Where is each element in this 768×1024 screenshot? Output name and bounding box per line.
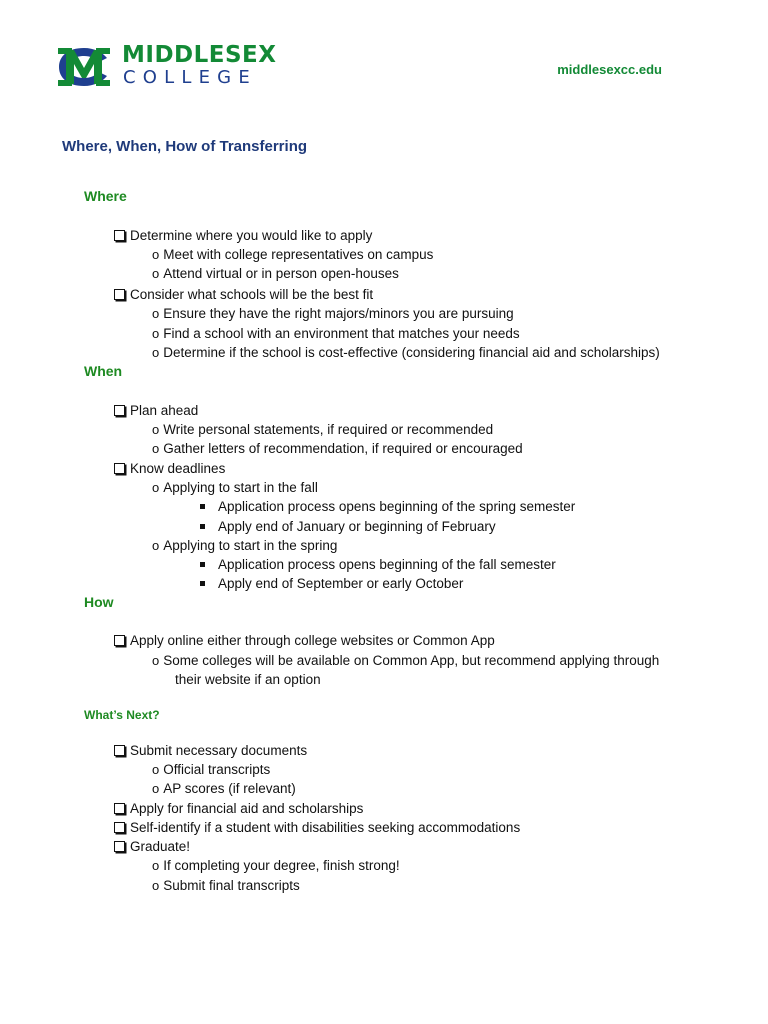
checklist-item: Plan ahead [114,402,198,419]
heading-whats-next: What’s Next? [84,708,160,722]
checklist-item: Graduate! [114,838,190,855]
list-item: o Applying to start in the fall [152,480,318,495]
checkbox-icon [114,289,125,300]
checkbox-icon [114,745,125,756]
list-item: o Official transcripts [152,762,271,777]
circle-bullet-icon: o [152,858,160,873]
checklist-item: Know deadlines [114,460,225,477]
college-logo[interactable] [56,42,276,92]
circle-bullet-icon: o [152,781,160,796]
list-item: o Some colleges will be available on Common App, but recommend applying through [152,653,660,668]
checkbox-icon [114,635,125,646]
circle-bullet-icon: o [152,345,160,360]
checkbox-icon [114,405,125,416]
list-item: Application process opens beginning of the spring semester [200,498,575,515]
checklist-item: Consider what schools will be the best fit [114,286,373,303]
mc-logo-icon [56,44,112,90]
list-item: o Gather letters of recommendation, if required or encouraged [152,441,523,456]
circle-bullet-icon: o [152,441,160,456]
heading-where: Where [84,188,127,204]
circle-bullet-icon: o [152,422,160,437]
circle-bullet-icon: o [152,266,160,281]
list-item: Apply end of September or early October [200,575,463,592]
circle-bullet-icon: o [152,762,160,777]
checklist-item: Apply for financial aid and scholarships [114,800,363,817]
checklist-item: Submit necessary documents [114,742,307,759]
logo-text-middlesex: MIDDLESEX [122,42,277,68]
square-bullet-icon [200,581,205,586]
heading-how: How [84,594,114,610]
list-item: o AP scores (if relevant) [152,781,296,796]
square-bullet-icon [200,504,205,509]
circle-bullet-icon: o [152,247,160,262]
checkbox-icon [114,463,125,474]
checklist-item: Determine where you would like to apply [114,227,372,244]
heading-when: When [84,363,123,379]
list-item: o Applying to start in the spring [152,538,338,553]
checkbox-icon [114,230,125,241]
list-item: o If completing your degree, finish strong! [152,858,400,873]
website-link[interactable]: middlesexcc.edu [557,62,662,77]
circle-bullet-icon: o [152,306,160,321]
circle-bullet-icon: o [152,480,160,495]
logo-text-college: COLLEGE [123,67,257,88]
list-item: o Submit final transcripts [152,878,300,893]
list-item: Application process opens beginning of the fall semester [200,556,556,573]
list-item: Apply end of January or beginning of February [200,518,496,535]
checklist-item: Apply online either through college websites or Common App [114,632,495,649]
square-bullet-icon [200,524,205,529]
page-title: Where, When, How of Transferring [62,138,308,155]
list-item-continuation: their website if an option [175,672,321,687]
circle-bullet-icon: o [152,326,160,341]
checkbox-icon [114,822,125,833]
checklist-item: Self-identify if a student with disabilities seeking accommodations [114,819,520,836]
circle-bullet-icon: o [152,878,160,893]
square-bullet-icon [200,562,205,567]
checkbox-icon [114,841,125,852]
list-item: o Determine if the school is cost-effective (considering financial aid and scholarships) [152,345,660,360]
list-item: o Write personal statements, if required or recommended [152,422,494,437]
circle-bullet-icon: o [152,538,160,553]
list-item: o Meet with college representatives on campus [152,247,434,262]
list-item: o Attend virtual or in person open-houses [152,266,399,281]
circle-bullet-icon: o [152,653,160,668]
list-item: o Ensure they have the right majors/minors you are pursuing [152,306,514,321]
page-header [56,38,706,98]
checkbox-icon [114,803,125,814]
list-item: o Find a school with an environment that matches your needs [152,326,520,341]
